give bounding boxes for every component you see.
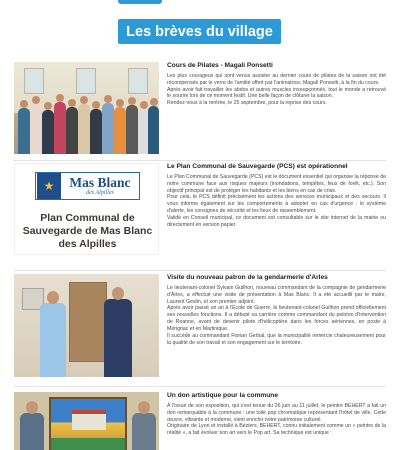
article-paragraph: Validé en Conseil municipal, ce document est consultable sur le site internet de la mairie ou directement en version papier. (167, 215, 386, 228)
town-hall-painting-detail (72, 410, 106, 430)
article-text (167, 163, 386, 229)
article-text (167, 274, 386, 347)
article-paragraph: Le lieutenant-colonel Sylvain Guilhon, nouveau commandant de la compagnie de gendarmerie d'Arles, a effectué une visite de présentation à Mas Blanc. Il a été accueilli par le maire, Laurent Geslin, et son premier adjoint. (167, 284, 386, 305)
article-paragraph: Le Plan Communal de Sauvegarde (PCS) est le document essentiel qui organise la réponse de notre commune face aux risques majeurs (inondations, tempêtes, feux de forêt, etc.). Son objectif principal est de protéger les habitants et les biens en cas de crise. (167, 173, 386, 194)
article-paragraph: À l'issue de son exposition, qui s'est tenue du 26 juin au 11 juillet, le peintre BEHERT a fait un don remarquable à la commune : une toile pop chromatique représentant l'hôtel de ville. Cette œuvre, vibrante et moderne, vient enrichir notre patrimoine culturel. (167, 402, 386, 423)
pcs-image-title: Plan Communal de Sauvegarde de Mas Blanc des Alpilles (22, 212, 153, 250)
previous-banner-edge (118, 0, 162, 4)
gendarmerie-photo (14, 274, 159, 377)
person (126, 105, 138, 154)
article-paragraph: Après avoir fait travailler les abdos et autres muscles insoupçonnés, tout le monde a retrouvé le sourire lors de ce moment festif. Une belle façon de clôturer la saison. (167, 86, 386, 100)
person (78, 104, 90, 154)
person (30, 104, 42, 154)
article-paragraph: Après avoir passé un an à l'École de Guerre, le lieutenant-colonel Guilhon prend officiellement ses nouvelles fonctions. Il a débuté sa carrière comme commandant du peloton d'intervention de Roanne, avant de devenir pilote d'hélicoptère dans les forces aériennes, en poste à Mérignac et en Martinique. (167, 305, 386, 333)
person (114, 107, 126, 154)
person (90, 109, 102, 154)
article-paragraph: Rendez-vous à la rentrée, le 25 septembre, pour la reprise des cours. (167, 100, 327, 107)
article-text (167, 62, 386, 107)
window-decor (128, 68, 148, 94)
article-title: Cours de Pilates - Magali Ponsetti (167, 62, 273, 69)
article-paragraph: Il succède au commandant Florian Gerbal, que la municipalité remercie chaleureusement pour la qualité de son travail et son engagement sur le territoire. (167, 332, 386, 346)
article-paragraph: Les plus courageux qui sont venus assister au dernier cours de pilates de la saison ont été récompensés par le verre de l'amitié offert par l'animatrice, Magali Ponsetti, à la fin du cours. (167, 72, 386, 86)
pilates-group-photo (14, 62, 159, 154)
person (66, 107, 78, 154)
article-paragraph: Originaire de Lyon et installé à Béziers, BEHERT, connu initialement comme un « peintre de la réalité », a fait évoluer son art vers le Pop art. Sa technique est unique : (167, 423, 386, 437)
person (42, 110, 54, 154)
window-decor (76, 68, 96, 94)
person-mayor (40, 303, 66, 377)
page-title: Les brèves du village (118, 19, 281, 44)
coat-of-arms-icon: ★ (37, 173, 61, 199)
article-pcs (14, 163, 386, 267)
person (54, 102, 66, 154)
person (148, 106, 159, 154)
mas-blanc-logo (35, 172, 140, 200)
article-gendarmerie (14, 274, 386, 384)
article-title: Visite du nouveau patron de la gendarmerie d'Arles (167, 274, 328, 281)
person-artist (20, 413, 44, 450)
article-art-donation (14, 392, 386, 450)
logo-subtitle: des Alpilles (86, 189, 114, 196)
person-officer (104, 299, 132, 377)
door (69, 282, 107, 362)
article-text (167, 392, 386, 437)
logo-name: Mas Blanc (69, 175, 131, 191)
article-pilates (14, 62, 386, 158)
article-title: Le Plan Communal de Sauvegarde (PCS) est opérationnel (167, 163, 348, 170)
article-paragraph: Pour cela, le PCS définit précisément les actions des services municipaux et des secours. Il vous informe également sur les comportements à adopter en cas d'urgence : le système d'alerte, les consignes de sécurité et les lieux de rassemblement. (167, 194, 386, 215)
artist-photo (14, 392, 159, 450)
person-mayor (132, 413, 156, 450)
divider (14, 270, 386, 271)
top-strip (0, 0, 400, 8)
person (102, 103, 114, 154)
divider (14, 386, 386, 387)
divider (14, 160, 386, 161)
person (18, 108, 30, 154)
pcs-image (14, 163, 159, 255)
window-decor (24, 68, 44, 94)
article-title: Un don artistique pour la commune (167, 392, 279, 399)
